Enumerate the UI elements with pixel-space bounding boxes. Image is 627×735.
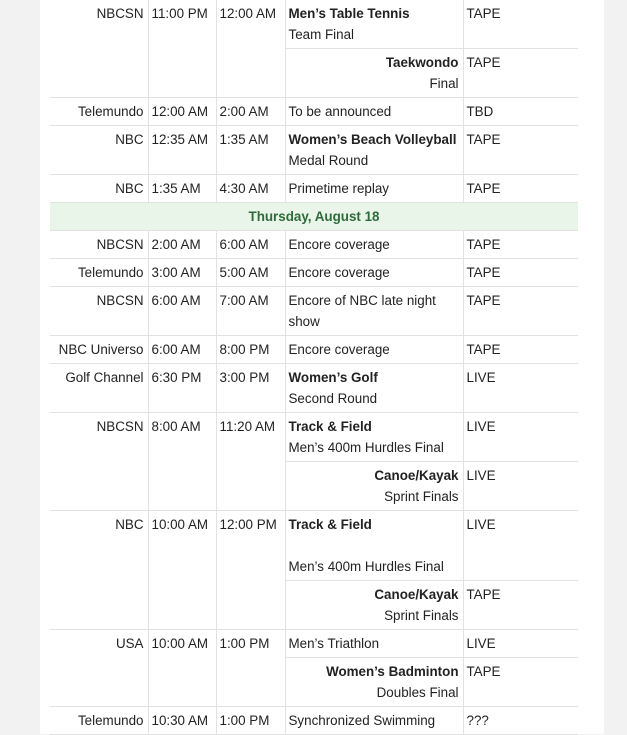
schedule-row	[50, 0, 578, 49]
status-cell: ???	[463, 707, 578, 735]
day-header: Thursday, August 18	[50, 203, 578, 231]
event-cell	[285, 175, 463, 203]
schedule-row	[50, 98, 578, 126]
event-description: Men’s 400m Hurdles Final	[288, 559, 444, 574]
status-cell: LIVE	[463, 462, 578, 511]
schedule-row	[50, 511, 578, 581]
event-description: Second Round	[288, 391, 378, 406]
event-cell	[285, 0, 463, 49]
network-cell: NBC	[50, 175, 148, 203]
day-header-group	[50, 203, 578, 231]
network-cell: NBC Universo	[50, 336, 148, 364]
event-title: Track & Field	[288, 419, 372, 434]
schedule-row	[50, 413, 578, 462]
event-cell	[285, 287, 463, 336]
schedule-body-thursday	[50, 231, 578, 735]
status-cell: TBD	[463, 98, 578, 126]
et-time-cell: 6:00 AM	[148, 336, 216, 364]
event-description: Doubles Final	[376, 685, 459, 700]
pt-time-cell: 12:00 AM	[216, 0, 285, 98]
status-cell: LIVE	[463, 413, 578, 462]
event-title: Men’s Table Tennis	[288, 6, 410, 21]
status-cell: LIVE	[463, 511, 578, 581]
network-cell: NBCSN	[50, 287, 148, 336]
et-time-cell: 10:30 AM	[148, 707, 216, 735]
day-header-row	[50, 203, 578, 231]
event-title: Taekwondo	[385, 55, 459, 70]
network-cell: Golf Channel	[50, 364, 148, 413]
et-time-cell: 1:35 AM	[148, 175, 216, 203]
event-spacer	[289, 535, 460, 556]
status-cell: TAPE	[463, 658, 578, 707]
event-cell	[285, 336, 463, 364]
pt-time-cell: 4:30 AM	[216, 175, 285, 203]
event-cell	[285, 581, 463, 630]
pt-time-cell: 1:35 AM	[216, 126, 285, 175]
et-time-cell: 8:00 AM	[148, 413, 216, 511]
event-cell	[285, 231, 463, 259]
article-page	[40, 0, 604, 734]
status-cell: LIVE	[463, 630, 578, 658]
network-cell: USA	[50, 630, 148, 707]
event-cell	[285, 630, 463, 658]
event-title: Encore coverage	[288, 265, 390, 280]
schedule-row	[50, 630, 578, 658]
et-time-cell: 12:00 AM	[148, 98, 216, 126]
network-cell: NBCSN	[50, 413, 148, 511]
event-title: To be announced	[288, 104, 392, 119]
schedule-row	[50, 175, 578, 203]
pt-time-cell: 1:00 PM	[216, 630, 285, 707]
event-title: Canoe/Kayak	[374, 587, 459, 602]
status-cell: TAPE	[463, 126, 578, 175]
event-cell	[285, 259, 463, 287]
schedule-body-wednesday	[50, 0, 578, 203]
pt-time-cell: 1:00 PM	[216, 707, 285, 735]
network-cell: Telemundo	[50, 98, 148, 126]
event-description: Team Final	[288, 27, 354, 42]
status-cell: TAPE	[463, 49, 578, 98]
status-cell: TAPE	[463, 231, 578, 259]
schedule-row	[50, 126, 578, 175]
status-cell: TAPE	[463, 287, 578, 336]
event-title: Men’s Triathlon	[288, 636, 380, 651]
pt-time-cell: 12:00 PM	[216, 511, 285, 630]
event-cell	[285, 364, 463, 413]
event-cell	[285, 49, 463, 98]
event-description: Final	[429, 76, 459, 91]
status-cell: TAPE	[463, 175, 578, 203]
event-title: Primetime replay	[288, 181, 389, 196]
network-cell: NBCSN	[50, 0, 148, 98]
status-cell: TAPE	[463, 0, 578, 49]
et-time-cell: 2:00 AM	[148, 231, 216, 259]
event-cell	[285, 707, 463, 735]
event-title: Canoe/Kayak	[374, 468, 459, 483]
network-cell: NBCSN	[50, 231, 148, 259]
event-title: Women’s Badminton	[326, 664, 459, 679]
event-title: Encore coverage	[288, 237, 390, 252]
et-time-cell: 10:00 AM	[148, 630, 216, 707]
pt-time-cell: 11:20 AM	[216, 413, 285, 511]
event-description: Sprint Finals	[384, 608, 459, 623]
schedule-row	[50, 336, 578, 364]
event-title: Women’s Golf	[288, 370, 378, 385]
status-cell: TAPE	[463, 259, 578, 287]
event-cell	[285, 658, 463, 707]
et-time-cell: 12:35 AM	[148, 126, 216, 175]
et-time-cell: 6:00 AM	[148, 287, 216, 336]
event-title: Encore of NBC late night show	[288, 293, 436, 329]
event-cell	[285, 511, 463, 581]
network-cell: NBC	[50, 126, 148, 175]
pt-time-cell: 2:00 AM	[216, 98, 285, 126]
pt-time-cell: 8:00 PM	[216, 336, 285, 364]
event-description: Sprint Finals	[384, 489, 459, 504]
event-title: Track & Field	[288, 517, 372, 532]
status-cell: TAPE	[463, 336, 578, 364]
schedule-row	[50, 707, 578, 735]
event-title: Women’s Beach Volleyball	[288, 132, 457, 147]
event-title: Encore coverage	[288, 342, 390, 357]
event-description: Medal Round	[288, 153, 369, 168]
pt-time-cell: 5:00 AM	[216, 259, 285, 287]
olympics-tv-schedule-table	[50, 0, 578, 735]
pt-time-cell: 3:00 PM	[216, 364, 285, 413]
network-cell: Telemundo	[50, 259, 148, 287]
et-time-cell: 10:00 AM	[148, 511, 216, 630]
et-time-cell: 6:30 PM	[148, 364, 216, 413]
status-cell: LIVE	[463, 364, 578, 413]
pt-time-cell: 6:00 AM	[216, 231, 285, 259]
event-description: Men’s 400m Hurdles Final	[288, 440, 444, 455]
et-time-cell: 3:00 AM	[148, 259, 216, 287]
schedule-row	[50, 259, 578, 287]
event-cell	[285, 413, 463, 462]
event-cell	[285, 98, 463, 126]
pt-time-cell: 7:00 AM	[216, 287, 285, 336]
event-cell	[285, 462, 463, 511]
network-cell: Telemundo	[50, 707, 148, 735]
schedule-row	[50, 287, 578, 336]
et-time-cell: 11:00 PM	[148, 0, 216, 98]
network-cell: NBC	[50, 511, 148, 630]
schedule-row	[50, 364, 578, 413]
status-cell: TAPE	[463, 581, 578, 630]
schedule-row	[50, 231, 578, 259]
event-title: Synchronized Swimming	[288, 713, 436, 728]
event-cell	[285, 126, 463, 175]
